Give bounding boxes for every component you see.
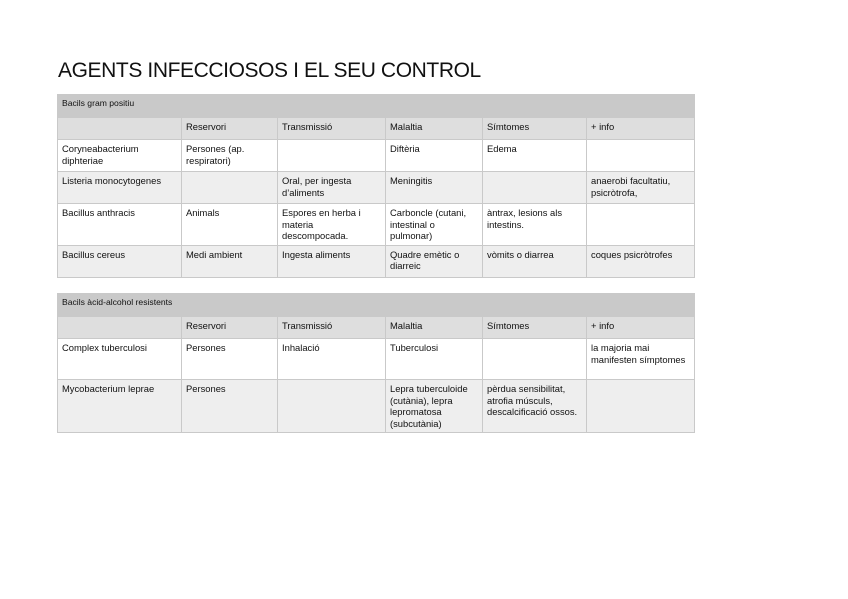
organism-cell: Bacillus anthracis <box>58 204 182 246</box>
more-info-cell <box>587 380 695 433</box>
organism-cell: Complex tuberculosi <box>58 339 182 380</box>
organism-cell: Coryneabacterium diphteriae <box>58 140 182 172</box>
disease-cell: Carboncle (cutani, intestinal o pulmonar) <box>386 204 483 246</box>
symptoms-cell: àntrax, lesions als intestins. <box>483 204 587 246</box>
table-row <box>58 380 695 433</box>
transmission-cell: Espores en herba i materia descompocada. <box>278 204 386 246</box>
acid-fast-bacilli-table <box>57 293 695 433</box>
column-header-more-info: + info <box>587 118 695 140</box>
table-row <box>58 140 695 172</box>
table-row <box>58 339 695 380</box>
transmission-cell: Ingesta aliments <box>278 245 386 277</box>
transmission-cell <box>278 140 386 172</box>
column-header-disease: Malaltia <box>386 118 483 140</box>
reservoir-cell: Persones (ap. respiratori) <box>182 140 278 172</box>
symptoms-cell <box>483 172 587 204</box>
organism-cell: Bacillus cereus <box>58 245 182 277</box>
organism-cell: Mycobacterium leprae <box>58 380 182 433</box>
column-header-organism <box>58 118 182 140</box>
symptoms-cell: pèrdua sensibilitat, atrofia músculs, descalcificació ossos. <box>483 380 587 433</box>
symptoms-cell <box>483 339 587 380</box>
table-caption: Bacils gram positiu <box>58 95 695 118</box>
more-info-cell: anaerobi facultatiu, psicròtrofa, <box>587 172 695 204</box>
column-header-organism <box>58 317 182 339</box>
transmission-cell: Inhalació <box>278 339 386 380</box>
more-info-cell: la majoria mai manifesten símptomes <box>587 339 695 380</box>
reservoir-cell: Medi ambient <box>182 245 278 277</box>
column-header-disease: Malaltia <box>386 317 483 339</box>
column-header-symptoms: Símtomes <box>483 317 587 339</box>
more-info-cell: coques psicròtrofes <box>587 245 695 277</box>
more-info-cell <box>587 140 695 172</box>
symptoms-cell: Edema <box>483 140 587 172</box>
disease-cell: Diftèria <box>386 140 483 172</box>
page-title: AGENTS INFECCIOSOS I EL SEU CONTROL <box>58 59 481 82</box>
more-info-cell <box>587 204 695 246</box>
disease-cell: Meningitis <box>386 172 483 204</box>
table-row <box>58 204 695 246</box>
transmission-cell: Oral, per ingesta d’aliments <box>278 172 386 204</box>
column-header-more-info: + info <box>587 317 695 339</box>
disease-cell: Tuberculosi <box>386 339 483 380</box>
column-header-symptoms: Símtomes <box>483 118 587 140</box>
symptoms-cell: vòmits o diarrea <box>483 245 587 277</box>
transmission-cell <box>278 380 386 433</box>
column-header-transmission: Transmissió <box>278 118 386 140</box>
organism-cell: Listeria monocytogenes <box>58 172 182 204</box>
table-row <box>58 172 695 204</box>
table-row <box>58 245 695 277</box>
column-header-reservoir: Reservori <box>182 317 278 339</box>
reservoir-cell: Animals <box>182 204 278 246</box>
disease-cell: Quadre emètic o diarreic <box>386 245 483 277</box>
reservoir-cell: Persones <box>182 339 278 380</box>
reservoir-cell <box>182 172 278 204</box>
gram-positive-bacilli-table <box>57 94 695 278</box>
table-caption: Bacils àcid-alcohol resistents <box>58 294 695 317</box>
column-header-reservoir: Reservori <box>182 118 278 140</box>
column-header-transmission: Transmissió <box>278 317 386 339</box>
disease-cell: Lepra tuberculoide (cutània), lepra lepromatosa (subcutània) <box>386 380 483 433</box>
reservoir-cell: Persones <box>182 380 278 433</box>
